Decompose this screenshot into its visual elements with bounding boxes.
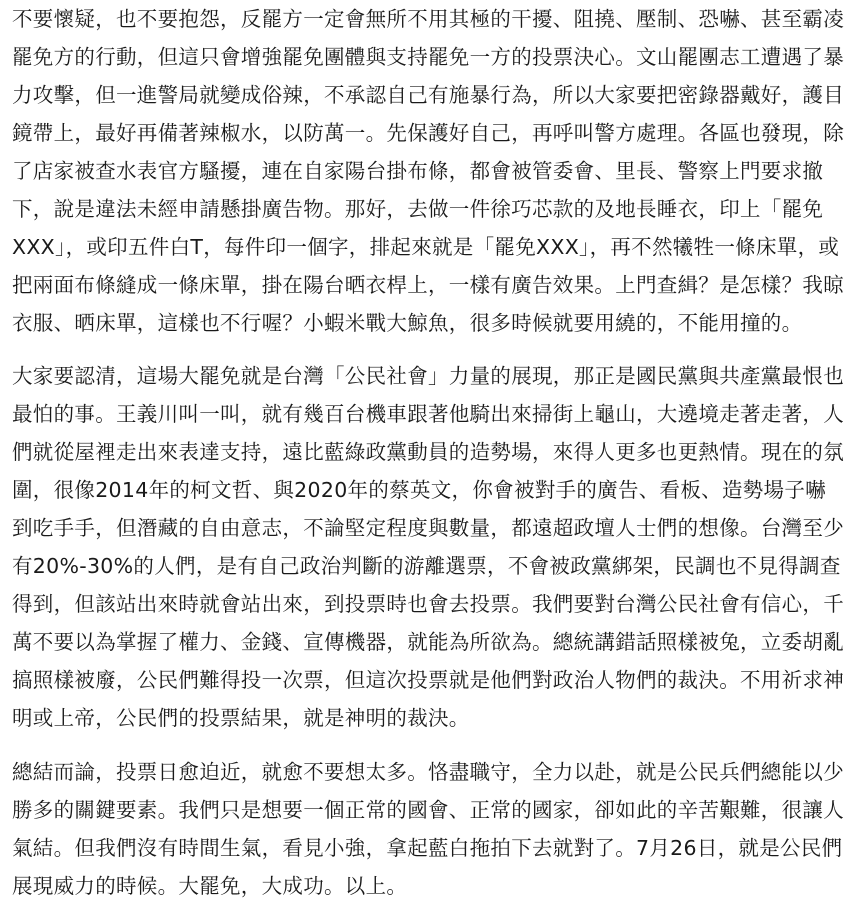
- article-paragraph: 大家要認清，這場大罷免就是台灣「公民社會」力量的展現，那正是國民黨與共產黨最恨也最怕的事。王義川叫一叫，就有幾百台機車跟著他騎出來掃街上龜山，大遶境走著走著，人們就從屋裡走出來表達支持，遠比藍綠政黨動員的造勢場，來得人更多也更熱情。現在的氛圍，很像2014年的柯文哲、與2020年的蔡英文，你會被對手的廣告、看板、造勢場子嚇到吃手手，但潛藏的自由意志，不論堅定程度與數量，都遠超政壇人士們的想像。台灣至少有20%-30%的人們，是有自己政治判斷的游離選票，不會被政黨綁架，民調也不見得調查得到，但該站出來時就會站出來，到投票時也會去投票。我們要對台灣公民社會有信心，千萬不要以為掌握了權力、金錢、宣傳機器，就能為所欲為。總統講錯話照樣被兔，立委胡亂搞照樣被廢，公民們難得投一次票，但這次投票就是他們對政治人物們的裁決。不用祈求神明或上帝，公民們的投票結果，就是神明的裁決。: [12, 364, 844, 730]
- article-paragraph: 不要懷疑，也不要抱怨，反罷方一定會無所不用其極的干擾、阻撓、壓制、恐嚇、甚至霸凌罷免方的行動，但這只會增強罷免團體與支持罷免一方的投票決心。文山罷團志工遭遇了暴力攻擊，但一進警局就變成俗辣，不承認自己有施暴行為，所以大家要把密錄器戴好，護目鏡帶上，最好再備著辣椒水，以防萬一。先保護好自己，再呼叫警方處理。各區也發現，除了店家被查水表官方騷擾，連在自家陽台掛布條，都會被管委會、里長、警察上門要求撤下，說是違法未經申請懸掛廣告物。那好，去做一件徐巧芯款的及地長睡衣，印上「罷免XXX」，或印五件白T，每件印一個字，排起來就是「罷免XXX」，再不然犧牲一條床單，或把兩面布條縫成一條床單，掛在陽台晒衣桿上，一樣有廣告效果。上門查緝？是怎樣？我晾衣服、晒床單，這樣也不行喔？小蝦米戰大鯨魚，很多時候就要用繞的，不能用撞的。: [12, 7, 844, 335]
- article-paragraph: 總結而論，投票日愈迫近，就愈不要想太多。恪盡職守，全力以赴，就是公民兵們總能以少勝多的關鍵要素。我們只是想要一個正常的國會、正常的國家，卻如此的辛苦艱難，很讓人氣結。但我們沒有時間生氣，看見小強，拿起藍白拖拍下去就對了。7月26日，就是公民們展現威力的時候。大罷免，大成功。以上。: [12, 760, 844, 898]
